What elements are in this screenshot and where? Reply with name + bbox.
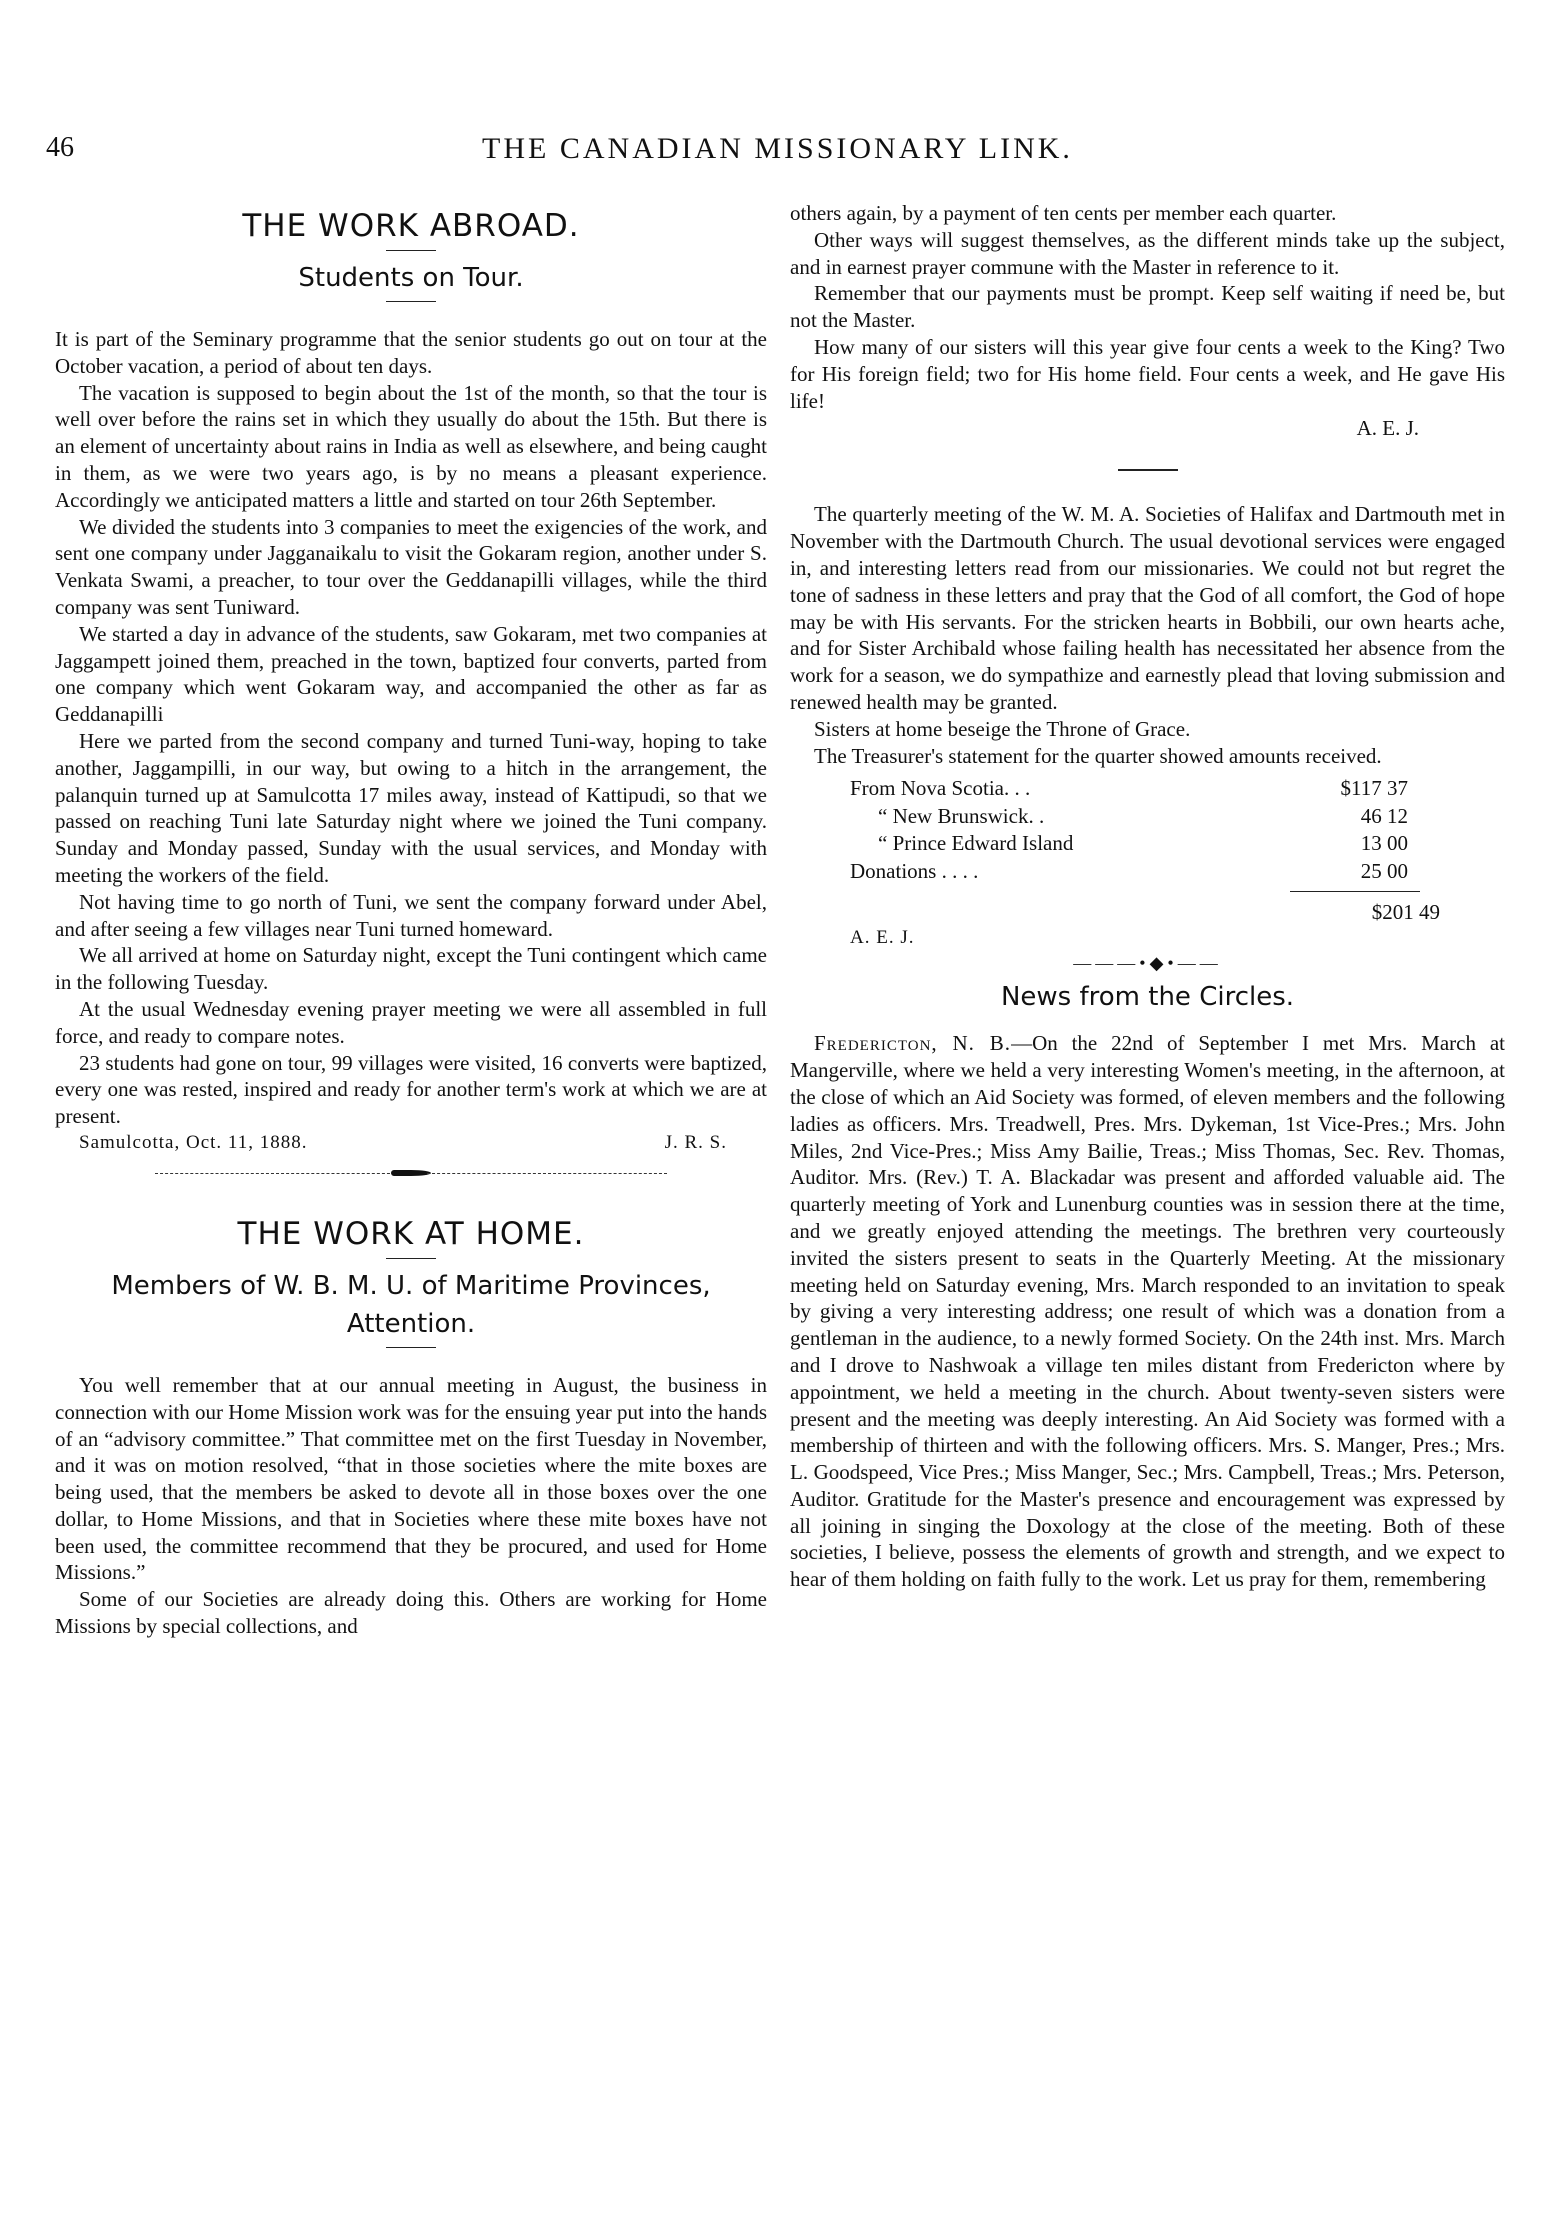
title-rule bbox=[386, 250, 436, 251]
table-cell-amount: 25 00 bbox=[1360, 858, 1408, 883]
table-row bbox=[850, 775, 1408, 803]
article-title-students-on-tour: Students on Tour. bbox=[298, 263, 524, 293]
article-signature bbox=[55, 1130, 767, 1156]
article-students-on-tour-body bbox=[55, 326, 767, 1130]
right-column bbox=[790, 200, 1505, 1593]
paragraph: Other ways will suggest themselves, as the different minds take up the subject, and in earnest prayer commune with the Master in reference to it. bbox=[790, 227, 1505, 279]
table-row bbox=[850, 803, 1408, 831]
table-row bbox=[850, 858, 1408, 886]
section-title-work-abroad: THE WORK ABROAD. bbox=[242, 208, 580, 244]
place-lead: Fredericton, N. B. bbox=[814, 1031, 1012, 1056]
table-cell-amount: $117 37 bbox=[1340, 776, 1408, 801]
paragraph: Some of our Societies are already doing this. Others are working for Home Missions by special collections, and bbox=[55, 1587, 767, 1639]
treasury-statement-table bbox=[850, 775, 1408, 885]
page-header bbox=[40, 132, 1515, 172]
author-initials: A. E. J. bbox=[850, 927, 915, 949]
title-rule bbox=[386, 1347, 436, 1348]
paragraph: How many of our sisters will this year give four cents a week to the King? Two for His foreign field; two for His home field. Four cents a week, and He gave His life! bbox=[790, 334, 1505, 413]
quarterly-meeting-report bbox=[790, 501, 1505, 769]
paragraph: The quarterly meeting of the W. M. A. Societies of Halifax and Dartmouth met in November with the Dartmouth Church. The usual devotional services were engaged in, and interesting letters read from our missionaries. We could not but regret the tone of sadness in these letters and pray that the God of all comfort, the God of hope may be with His servants. For the stricken hearts in Bobbili, our own hearts ache, and for Sister Archibald whose failing health has necessitated her absence from the work for a season, we do sympathize and earnestly plead that loving submission and renewed health may be granted. bbox=[790, 502, 1505, 714]
paragraph: Here we parted from the second company and turned Tuni-way, hoping to take another, Jaggampilli, in our way, but owing to a hitch in the arrangement, the palanquin turned up at Samulcotta 17 miles away, instead of Kattipudi, so that we passed on reaching Tuni late Saturday night where we joined the Tuni company. Sunday and Monday passed, Sunday with the usual services, and Monday with meeting the workers of the field. bbox=[55, 728, 767, 887]
paragraph: At the usual Wednesday evening prayer meeting we were all assembled in full force, and ready to compare notes. bbox=[55, 996, 767, 1048]
table-cell-source: From Nova Scotia. . . bbox=[850, 776, 1031, 801]
table-cell-amount: 46 12 bbox=[1360, 803, 1408, 828]
paragraph: Remember that our payments must be prompt. Keep self waiting if need be, but not the Master. bbox=[790, 281, 1505, 333]
title-rule bbox=[386, 1258, 436, 1259]
table-cell-source: “ New Brunswick. . bbox=[878, 803, 1045, 828]
section-divider-ornament bbox=[55, 1164, 767, 1186]
paragraph: It is part of the Seminary programme that the senior students go out on tour at the October vacation, a period of about ten days. bbox=[55, 327, 767, 378]
paragraph: Not having time to go north of Tuni, we sent the company forward under Abel, and after seeing a few villages near Tuni turned homeward. bbox=[55, 889, 767, 941]
journal-title: THE CANADIAN MISSIONARY LINK. bbox=[482, 132, 1073, 165]
treasury-total: $201 49 bbox=[1371, 900, 1440, 925]
table-cell-source: “ Prince Edward Island bbox=[878, 831, 1074, 856]
paragraph: others again, by a payment of ten cents per member each quarter. bbox=[790, 201, 1337, 225]
article-title-news-from-circles: News from the Circles. bbox=[1000, 982, 1295, 1013]
article-divider bbox=[1118, 469, 1178, 471]
paragraph: 23 students had gone on tour, 99 villages were visited, 16 converts were baptized, every one was rested, inspired and ready for another term's work at which we are at present. bbox=[55, 1050, 767, 1129]
page-number: 46 bbox=[46, 132, 74, 163]
total-rule bbox=[1290, 891, 1420, 892]
paragraph-body: —On the 22nd of September I met Mrs. March at Mangerville, where we held a very interesting Women's meeting, in the afternoon, at the close of which an Aid Society was formed, of eleven members and the following ladies as officers. Mrs. Treadwell, Pres. Mrs. Dykeman, 1st Vice-Pres.; Mrs. John Miles, 2nd Vice-Pres.; Miss Amy Bailie, Treas.; Miss Thomas, Sec. Rev. Thomas, Auditor. Mrs. (Rev.) T. A. Blackadar was present and afforded valuable aid. The quarterly meeting of York and Lunenburg counties was in session there at the time, and we greatly enjoyed attending the meetings. The brethren very courteously invited the sisters present to seats in the Quarterly Meeting. At the missionary meeting held on Saturday evening, Mrs. March responded to an invitation to speak by giving a very interesting address; one result of which was a donation from a gentleman in the audience, to a newly formed Society. On the 24th inst. Mrs. March and I drove to Nashwoak a village ten miles distant from Fredericton where by appointment, we held a meeting in the church. About twenty-seven sisters were present and the meeting was deeply interesting. An Aid Society was formed with a membership of thirteen and with the following officers. Mrs. S. Manger, Pres.; Mrs. L. Goodspeed, Vice Pres.; Miss Manger, Sec.; Mrs. Campbell, Treas.; Mrs. Peterson, Auditor. Gratitude for the Master's presence and encouragement was expressed by all joining in singing the Doxology at the close of the meeting. Both of these societies, I believe, possess the elements of growth and strength, and we expect to hear of them holding on faith fully to the work. Let us pray for them, remembering bbox=[790, 1031, 1505, 1592]
paragraph bbox=[790, 1030, 1505, 1593]
author-initials: J. R. S. bbox=[664, 1131, 727, 1153]
title-rule bbox=[386, 301, 436, 302]
paragraph: Sisters at home beseige the Throne of Grace. bbox=[814, 716, 1191, 741]
author-initials: A. E. J. bbox=[1356, 416, 1419, 441]
left-column bbox=[55, 198, 767, 1640]
paragraph: You well remember that at our annual meeting in August, the business in connection with our Home Mission work was for the ensuing year put into the hands of an “advisory committee.” That committee met on the first Tuesday in November, and it was on motion resolved, “that in those societies where the mite boxes are being used, that the members be asked to devote all in those boxes over the one dollar, to Home Missions, and that in Societies where these mite boxes have not been used, the committee recommend that they be procured, and used for Home Missions.” bbox=[55, 1372, 767, 1585]
table-row bbox=[850, 830, 1408, 858]
article-wbmu-body bbox=[55, 1372, 767, 1640]
place-date: Samulcotta, Oct. 11, 1888. bbox=[79, 1131, 308, 1153]
article-title-wbmu-attention: Members of W. B. M. U. of Maritime Provinces, Attention. bbox=[111, 1270, 711, 1339]
divider-ornament: ———•◆•—— bbox=[1073, 953, 1222, 974]
paragraph: The vacation is supposed to begin about the 1st of the month, so that the tour is well over before the rains set in which they usually do about the 15th. But there is an element of uncertainty about rains in India as well as elsewhere, and being caught in them, as we were two years ago, is by no means a pleasant experience. Accordingly we anticipated matters a little and started on tour 26th September. bbox=[55, 380, 767, 512]
section-title-work-at-home: THE WORK AT HOME. bbox=[237, 1215, 585, 1252]
paragraph: We all arrived at home on Saturday night, except the Tuni contingent which came in the following Tuesday. bbox=[55, 943, 767, 995]
paragraph: We divided the students into 3 companies to meet the exigencies of the work, and sent one company under Jagganaikalu to visit the Gokaram region, another under S. Venkata Swami, a preacher, to tour over the Geddanapilli villages, while the third company was sent Tuniward. bbox=[55, 514, 767, 619]
paragraph: The Treasurer's statement for the quarter showed amounts received. bbox=[814, 743, 1382, 768]
paragraph: We started a day in advance of the students, saw Gokaram, met two companies at Jaggampett joined them, preached in the town, baptized four converts, parted from one company which went Gokaram way, and accompanied the other as far as Geddanapilli bbox=[55, 621, 767, 727]
article-wbmu-continued bbox=[790, 200, 1505, 414]
table-cell-amount: 13 00 bbox=[1360, 831, 1408, 856]
table-cell-source: Donations . . . . bbox=[850, 858, 979, 883]
